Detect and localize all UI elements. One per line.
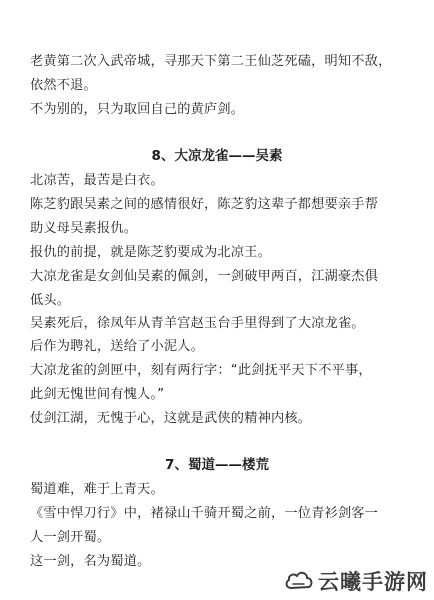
paragraph-line: 助义母吴素报仇。 — [30, 221, 138, 236]
section-7-heading: 7、蜀道——楼荒 — [165, 457, 269, 473]
intro-line: 不为别的，只为取回自己的黄庐剑。 — [30, 102, 245, 117]
watermark-text: 云曦手游网 — [318, 570, 428, 594]
paragraph-line: 蜀道难，难于上青天。 — [30, 482, 164, 497]
paragraph-line: 后作为聘礼，送给了小泥人。 — [30, 339, 205, 354]
paragraph-line: 此剑无愧世间有愧人。” — [30, 387, 165, 402]
paragraph-line: 吴素死后，徐凤年从青羊宫赵玉台手里得到了大凉龙雀。 — [30, 316, 365, 331]
paragraph-line: 这一剑，名为蜀道。 — [30, 554, 151, 569]
section-8-heading: 8、大凉龙雀——吴素 — [151, 148, 283, 164]
paragraph-line: 《雪中悍刀行》中，褚禄山千骑开蜀之前，一位青衫剑客一 — [30, 506, 379, 521]
paragraph-line: 仗剑江湖，无愧于心，这就是武侠的精神内核。 — [30, 411, 312, 426]
cloud-logo-icon — [284, 568, 314, 594]
intro-line: 依然不退。 — [30, 78, 97, 93]
paragraph-line: 报仇的前提，就是陈芝豹要成为北凉王。 — [30, 245, 271, 260]
intro-line: 老黄第二次入武帝城，寻那天下第二王仙芝死磕，明知不敌， — [30, 54, 392, 69]
paragraph-line: 大凉龙雀的剑匣中，刻有两行字：“此剑抚平天下不平事， — [30, 363, 372, 378]
paragraph-line: 大凉龙雀是女剑仙吴素的佩剑，一剑破甲两百，江湖豪杰俱 — [30, 269, 379, 284]
paragraph-line: 陈芝豹跟吴素之间的感情很好，陈芝豹这辈子都想要亲手帮 — [30, 197, 379, 212]
paragraph-line: 人一剑开蜀。 — [30, 530, 111, 545]
watermark — [284, 566, 428, 596]
paragraph-line: 低头。 — [30, 293, 71, 308]
paragraph-line: 北凉苦，最苦是白衣。 — [30, 173, 164, 188]
